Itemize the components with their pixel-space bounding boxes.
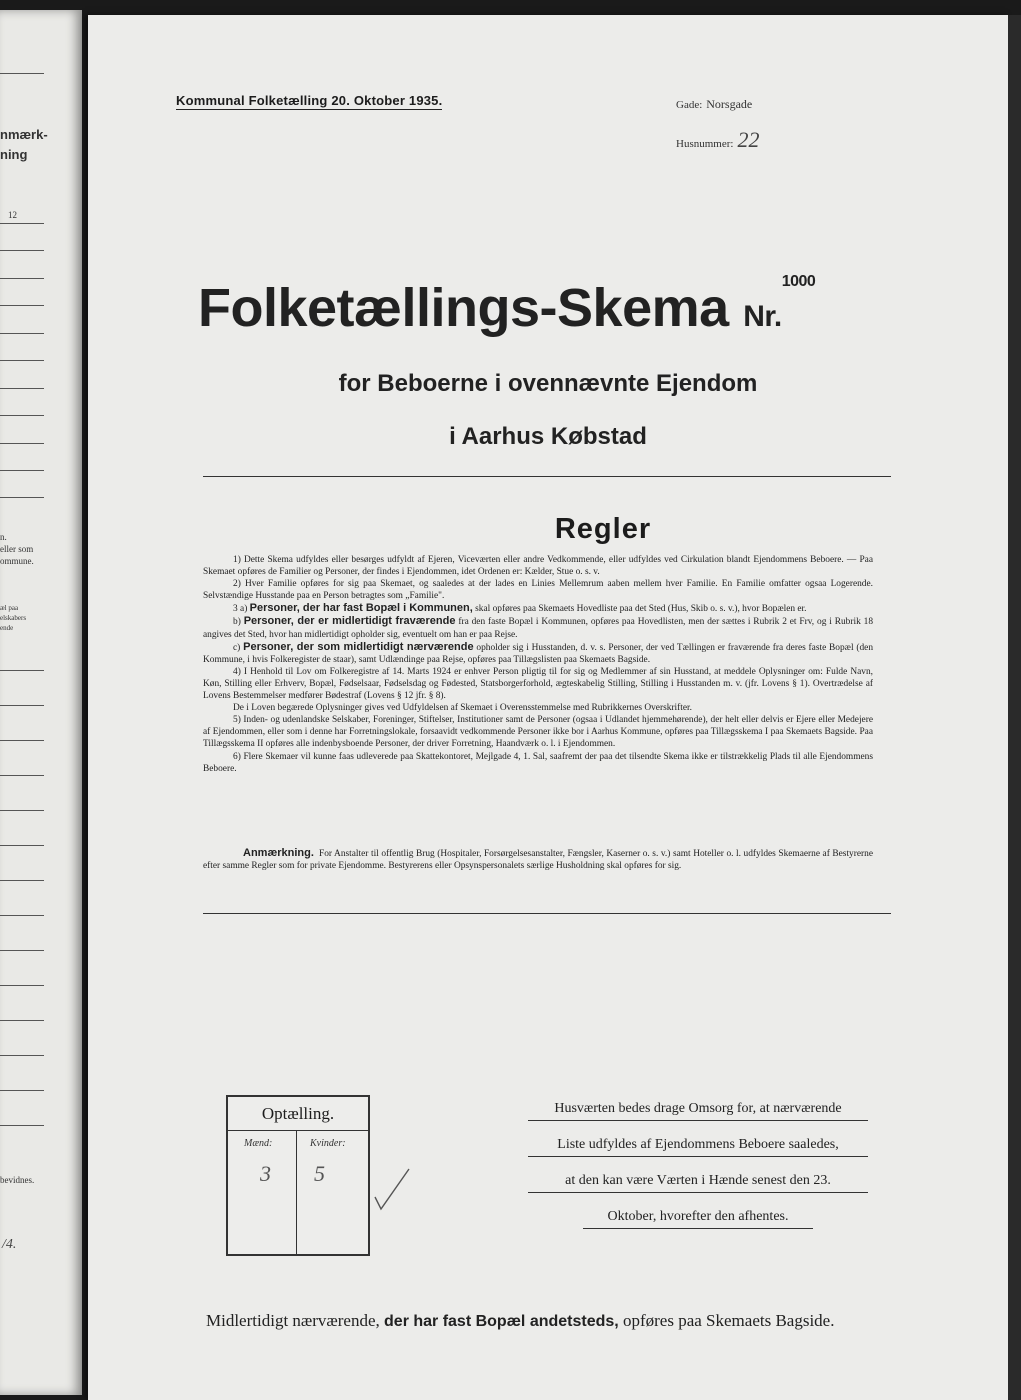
left-rule [0, 740, 44, 741]
form-number-label: Nr. [743, 300, 782, 333]
rule-3c [203, 641, 873, 666]
count-box [226, 1095, 370, 1256]
left-fragment: n. [0, 532, 7, 542]
form-subtitle: i Aarhus Købstad [449, 423, 647, 450]
checkmark-icon [373, 1165, 413, 1215]
rule-2: 2) Hver Familie opføres for sig paa Skemaet, og saaledes at der lades en Linies Mellemrum aaben mellem hver Familie. En Familie omfatter ogsaa Logerende. Selvstændige Husstande paa en Person betragtes som „Familie". [203, 579, 873, 602]
house-number-label: Husnummer: [676, 138, 734, 150]
house-number-value: 22 [737, 127, 760, 152]
form-title-main: Folketællings-Skema [198, 278, 729, 338]
left-fragment: ning [0, 147, 28, 162]
left-rule [0, 810, 44, 811]
form-subtitle: for Beboerne i ovennævnte Ejendom [338, 370, 758, 397]
landlord-note-line: Husværten bedes drage Omsorg for, at nærværende [528, 1101, 868, 1121]
rule-3b [203, 615, 873, 640]
rule-3b-text: fra den faste Bopæl i Kommunen, opføres paa Hovedlisten, men der sættes i Rubrik 2 et Frv, og i Rubrik 18 angives det Sted, hvor han midlertidigt opholder sig, eventuelt om han er paa Rejse. [203, 617, 874, 640]
left-fragment: æl paa [0, 604, 19, 612]
census-form-page [88, 15, 1008, 1400]
street-label: Gade: [676, 99, 703, 111]
rule-1: 1) Dette Skema udfyldes eller besørges udfyldt af Ejeren, Viceværten eller andre Vedkommende, eller udfyldes ved Cirkulation blandt Ejendommens Beboere. — Paa Skemaet opføres de Familier og Personer, der findes i Ejendommen, idet Ordenen er: Kælder, Stue o. s. v. [203, 555, 873, 578]
left-rule [0, 443, 44, 444]
footer-part-3: opføres paa Skemaets Bagside. [622, 1311, 835, 1330]
house-number-field [676, 127, 759, 153]
left-rule [0, 775, 44, 776]
left-fragment: elskabers [0, 614, 27, 622]
scan-edge [1008, 15, 1021, 1400]
left-rule [0, 388, 44, 389]
left-rule [0, 705, 44, 706]
landlord-note-line: Oktober, hvorefter den afhentes. [583, 1209, 813, 1229]
left-rule [0, 360, 44, 361]
rules-heading: Regler [554, 513, 652, 545]
men-count: 3 [260, 1161, 271, 1186]
divider [203, 476, 891, 477]
street-field [676, 95, 752, 113]
census-header: Kommunal Folketælling 20. Oktober 1935. [176, 93, 443, 108]
men-label: Mænd: [244, 1138, 273, 1149]
annotation-text: For Anstalter til offentlig Brug (Hospitaler, Forsørgelsesanstalter, Fængsler, Kaserner o. s. v.) samt Hoteller o. l. udfyldes Skemaerne af Bestyrerne efter samme Regler som for private Ejendomme. Bestyrerens eller Opsynspersonalets særlige Husholdning skal opføres for sig. [203, 849, 873, 872]
left-rule [0, 1125, 44, 1126]
left-rule [0, 1020, 44, 1021]
left-fragment: 12 [8, 210, 17, 220]
left-rule [0, 950, 44, 951]
left-rule [0, 250, 44, 251]
rule-3b-bold: Personer, der er midlertidigt fraværende [243, 615, 456, 628]
left-rule [0, 1055, 44, 1056]
rule-6: 6) Flere Skemaer vil kunne faas udleverede paa Skattekontoret, Mejlgade 4, 1. Sal, saafremt der paa det tilsendte Skema ikke er tilstrækkelig Plads til alle Ejendommens Beboere. [203, 751, 873, 774]
rule-3c-text: opholder sig i Husstanden, d. v. s. Personer, der ved Tællingen er fraværende fra deres faste Bopæl (den Kommune, i hvis Folkeregister de staar), samt Udlændinge paa Rejse, opføres paa Tillægslisten paa Skemaets Bagside. [203, 642, 874, 665]
left-rule [0, 73, 44, 74]
annotation [203, 847, 873, 872]
rule-4b: De i Loven begærede Oplysninger gives ved Udfyldelsen af Skemaet i Overensstemmelse med Rubrikkernes Overskrifter. [233, 703, 692, 714]
annotation-label: Anmærkning. [243, 847, 314, 859]
count-title: Optælling. [228, 1097, 368, 1131]
left-rule [0, 985, 44, 986]
footer-note [206, 1311, 834, 1331]
rule-3a-text: skal opføres paa Skemaets Hovedliste paa det Sted (Hus, Skib o. s. v.), hvor Bopælen er. [475, 604, 807, 615]
footer-part-2: der har fast Bopæl andetsteds, [384, 1313, 619, 1330]
rule-3c-prefix: c) [233, 642, 241, 653]
rule-4: 4) I Henhold til Lov om Folkeregistre af 14. Marts 1924 er enhver Person pligtig til for sig og Medlemmer af sin Husstand, at meddele Oplysninger om: Fulde Navn, Køn, Stilling eller Erhverv, Bopæl, Fødselsaar, Fødselsdag og Fødested, Statsborgerforhold, ægteskabelig Stilling, Stilling i Husstanden m. v. (jfr. Lovens § 1). Overtrædelse af Lovens Bestemmelser medfører Bødestraf (Lovens § 12 jfr. § 8). [203, 666, 873, 702]
rule-5: 5) Inden- og udenlandske Selskaber, Foreninger, Stiftelser, Institutioner samt de Personer (ogsaa i Udlandet hjemmehørende), der helt eller delvis er Ejere eller Medejere af Ejendommen, eller som i denne har Forretningslokale, forsaavidt vedkommende Personer ikke bor i Aarhus Kommune, opføres paa Tillægsskema I paa Skemaets Bagside. Paa Tillægsskema II opføres alle indenbysboende Personer, der driver Forretning, Haandværk o. l. i Ejendommen. [203, 715, 873, 750]
divider [203, 913, 891, 914]
rule-3c-bold: Personer, der som midlertidigt nærværende [243, 640, 474, 653]
rule-3b-prefix: b) [233, 617, 241, 628]
rule-3a [203, 602, 873, 615]
count-divider [296, 1131, 297, 1254]
left-fragment: nmærk- [0, 127, 48, 142]
left-rule [0, 333, 44, 334]
left-rule [0, 880, 44, 881]
form-number-value: 1000 [781, 273, 816, 290]
previous-page-strip [0, 10, 82, 1395]
left-fragment: bevidnes. [0, 1175, 35, 1185]
street-value: Norsgade [706, 97, 753, 111]
left-fragment: eller som [0, 544, 34, 554]
rule-3a-bold: Personer, der har fast Bopæl i Kommunen, [249, 602, 473, 615]
form-title [198, 273, 816, 339]
footer-part-1: Midlertidigt nærværende, [206, 1311, 380, 1330]
left-rule [0, 497, 44, 498]
left-rule [0, 845, 44, 846]
left-rule [0, 305, 44, 306]
left-fragment: ommune. [0, 556, 34, 566]
landlord-note-line: Liste udfyldes af Ejendommens Beboere saaledes, [528, 1137, 868, 1157]
left-fragment: ende [0, 624, 14, 632]
left-fragment: /4. [2, 1237, 17, 1252]
left-rule [0, 278, 44, 279]
left-rule [0, 470, 44, 471]
women-count: 5 [314, 1161, 325, 1186]
left-rule [0, 670, 44, 671]
left-rule [0, 915, 44, 916]
rules-body [203, 554, 873, 775]
left-rule [0, 1090, 44, 1091]
landlord-note-line: at den kan være Værten i Hænde senest den 23. [528, 1173, 868, 1193]
women-label: Kvinder: [310, 1138, 346, 1149]
left-rule [0, 223, 44, 224]
rule-3a-prefix: 3 a) [233, 604, 248, 615]
left-rule [0, 415, 44, 416]
